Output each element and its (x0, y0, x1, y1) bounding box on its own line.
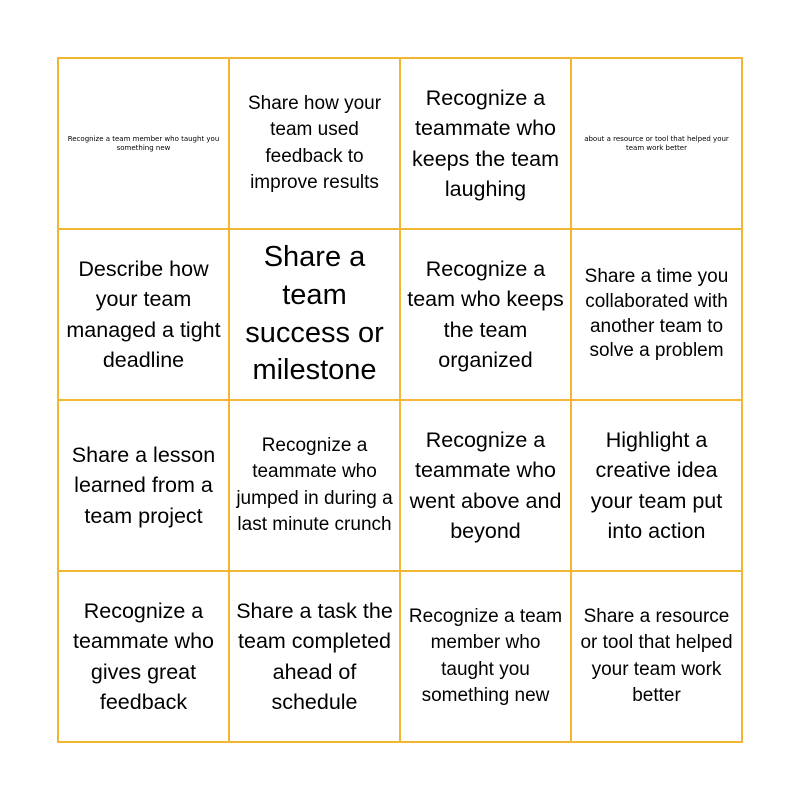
cell-text: Recognize a teammate who jumped in during a last minute crunch (236, 435, 393, 535)
cell-text: about a resource or tool that helped your team work better (584, 135, 729, 152)
bingo-cell[interactable] (572, 230, 743, 401)
bingo-cell[interactable] (401, 59, 572, 230)
cell-text: Recognize a team member who taught you something new (408, 606, 563, 706)
cell-text: Share a lesson learned from a team project (71, 443, 216, 528)
cell-text: Describe how your team managed a tight deadline (66, 257, 221, 372)
bingo-cell[interactable] (401, 572, 572, 743)
bingo-cell[interactable] (230, 572, 401, 743)
bingo-board (57, 57, 743, 743)
cell-text: Recognize a teammate who went above and beyond (409, 428, 562, 543)
bingo-cell[interactable] (59, 230, 230, 401)
bingo-cell[interactable] (59, 572, 230, 743)
cell-text: Share how your team used feedback to improve results (247, 93, 382, 193)
cell-text: Share a resource or tool that helped your team work better (580, 606, 733, 706)
bingo-cell[interactable] (572, 572, 743, 743)
cell-text: Highlight a creative idea your team put into action (590, 428, 723, 543)
bingo-cell[interactable] (401, 401, 572, 572)
cell-text: Share a time you collaborated with another team to solve a problem (584, 266, 729, 362)
bingo-cell[interactable] (230, 59, 401, 230)
bingo-cell[interactable] (230, 401, 401, 572)
cell-text: Recognize a teammate who keeps the team laughing (411, 86, 559, 201)
cell-text: Share a task the team completed ahead of schedule (236, 599, 393, 714)
bingo-cell[interactable] (59, 59, 230, 230)
cell-text: Recognize a team who keeps the team organized (407, 257, 564, 372)
bingo-cell[interactable] (230, 230, 401, 401)
bingo-cell[interactable] (59, 401, 230, 572)
bingo-cell[interactable] (572, 401, 743, 572)
bingo-cell[interactable] (572, 59, 743, 230)
bingo-cell[interactable] (401, 230, 572, 401)
cell-text: Share a team success or milestone (245, 241, 384, 387)
cell-text: Recognize a teammate who gives great feedback (72, 599, 214, 714)
cell-text: Recognize a team member who taught you something new (67, 135, 220, 152)
